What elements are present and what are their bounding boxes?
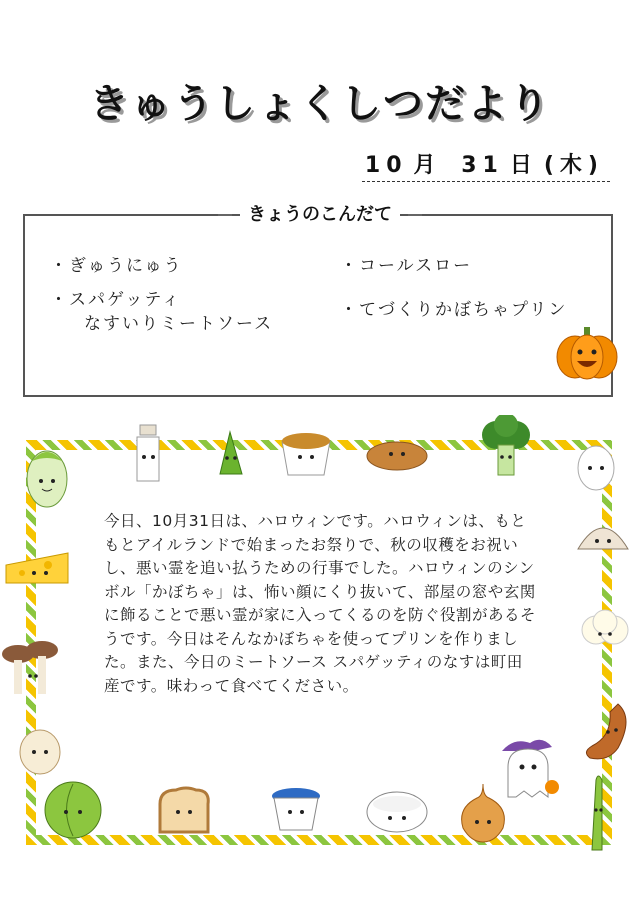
date-day-unit: 日 [509,153,538,178]
mushroom-icon [0,636,66,698]
date-day: 31 [461,153,504,178]
cabbage-icon [40,780,106,840]
date-weekday: (木) [543,153,604,178]
date [362,148,610,182]
sausage-icon [578,700,634,764]
cauliflower-icon [576,608,634,660]
potato-icon [16,726,64,778]
menu-item-spaghetti: ・スパゲッティ [50,290,181,310]
date-month: 10 [364,153,408,178]
menu-item-milk: ・ぎゅうにゅう [50,256,183,276]
chinese-cabbage-icon [22,447,72,509]
broccoli-icon [478,415,534,481]
yogurt-icon [268,786,324,840]
pumpkin-icon [553,325,621,381]
menu-heading: きょうのこんだて [240,201,400,229]
onion-icon [455,782,511,844]
menu-item-spaghetti-sub: なすいりミートソース [84,314,274,334]
rice-bowl-icon [364,790,430,838]
egg-icon [574,442,618,492]
milk-bottle-icon [127,423,169,485]
cheese-icon [2,543,72,589]
clam-icon [574,513,632,561]
natto-icon [278,427,334,479]
toast-icon [152,786,216,838]
date-month-unit: 月 [413,153,442,178]
menu-item-coleslaw: ・コールスロー [340,256,473,276]
bread-icon [364,438,430,474]
menu-item-pumpkin-pudding: ・てづくりかぼちゃプリン [340,300,568,320]
page-title: きゅうしょくしつだより [89,81,551,127]
story-text: 今日、10月31日は、ハロウィンです。ハロウィンは、もともとアイルランドで始まったお祭りで、秋の収穫をお祝いし、悪い霊を追い払うための行事でした。ハロウィンのシンボル「かぼちゃ」は、怖い顔にくり抜いて、部屋の窓や玄関に飾ることで悪い霊が家に入ってくるのを防ぐ役割があるそうです。今日はそんなかぼちゃを使ってプリンを作りました。また、今日のミートソース スパゲッティのなすは町田産です。味わって食べてください。 [104,512,537,695]
okra-icon [212,428,248,480]
asparagus-icon [576,770,616,854]
